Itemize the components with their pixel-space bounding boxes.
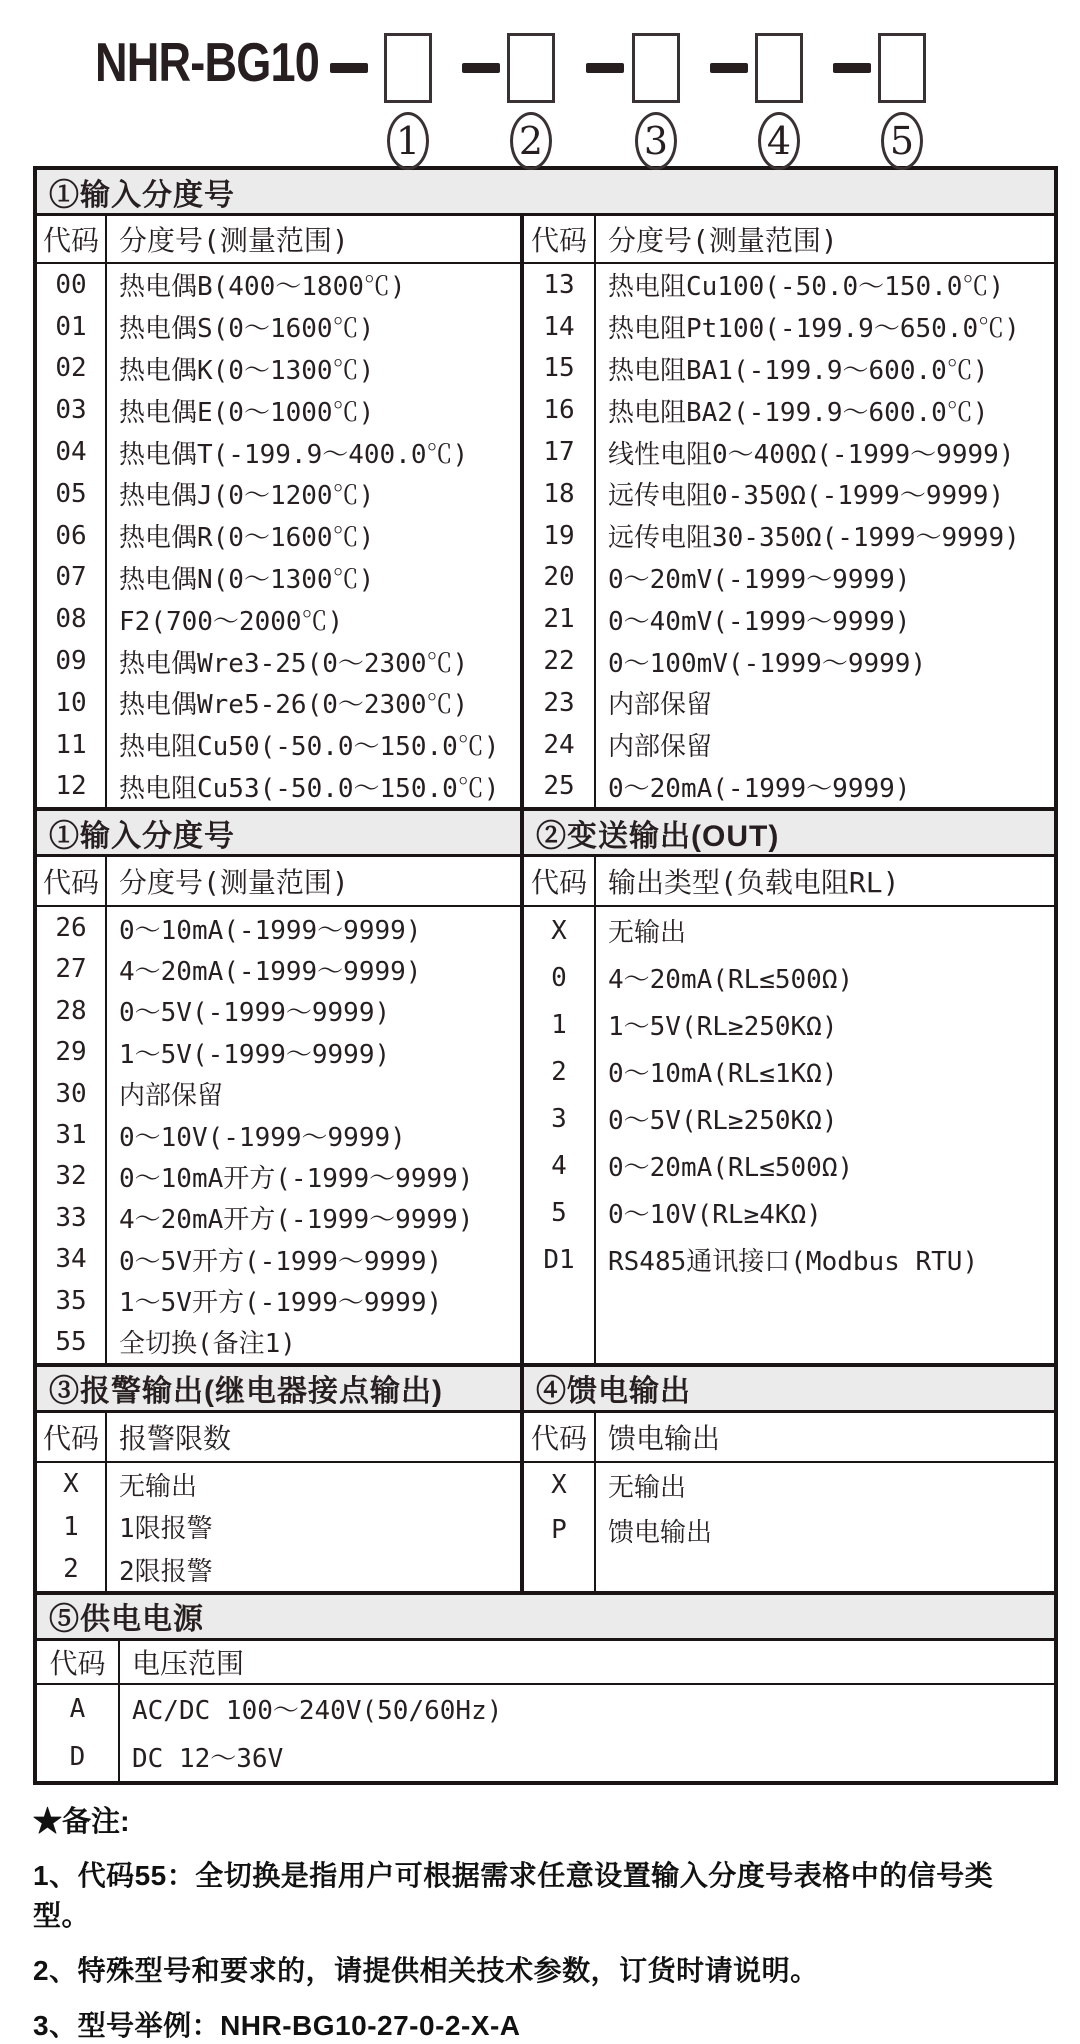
section-title: ④馈电输出 (524, 1367, 1054, 1413)
column-header-row (37, 216, 520, 264)
desc-cell: 热电阻Cu53(-50.0～150.0℃) (119, 773, 500, 804)
code-cell: 05 (37, 473, 107, 515)
table-row (524, 1189, 1054, 1236)
column-header-code: 代码 (37, 1641, 120, 1683)
table-row (524, 306, 1054, 348)
code-cell: 1 (37, 1505, 107, 1548)
input-codes-right-table (524, 216, 1054, 807)
table-row (37, 1733, 1054, 1781)
code-cell: X (524, 1463, 596, 1508)
column-header-desc: 电压范围 (132, 1646, 245, 1680)
desc-cell: 无输出 (608, 918, 687, 949)
table-row (37, 1032, 520, 1073)
code-box-4 (755, 33, 803, 103)
section-power-supply (37, 1591, 1054, 1781)
desc-cell: 0～20mA(RL≤500Ω) (608, 1153, 854, 1184)
table-row (524, 1001, 1054, 1048)
column-header-code: 代码 (524, 857, 596, 905)
table-row (37, 682, 520, 724)
table-row (524, 473, 1054, 515)
desc-cell: 0～10mA(RL≤1KΩ) (608, 1059, 838, 1090)
code-cell: 55 (37, 1321, 107, 1362)
column-header-desc: 分度号(测量范围) (608, 224, 838, 257)
section-title: ⑤供电电源 (37, 1595, 1054, 1641)
code-cell: A (37, 1685, 120, 1733)
desc-cell: 1～5V开方(-1999～9999) (119, 1288, 443, 1319)
table-row (37, 1280, 520, 1321)
table-row (524, 766, 1054, 808)
table-filler-row (524, 1283, 1054, 1362)
code-cell: 4 (524, 1142, 596, 1189)
code-cell: 14 (524, 306, 596, 348)
code-cell: 29 (37, 1032, 107, 1073)
table-row (37, 1156, 520, 1197)
code-cell-empty (524, 1553, 596, 1591)
circled-number-2: 2 (510, 112, 552, 170)
desc-cell: 热电偶T(-199.9～400.0℃) (119, 439, 469, 470)
desc-cell: 0～20mA(-1999～9999) (608, 773, 911, 804)
table-body (524, 907, 1054, 1362)
table-row (37, 1548, 520, 1591)
desc-cell: 热电偶B(400～1800℃) (119, 272, 406, 303)
desc-cell: 0～10V(RL≥4KΩ) (608, 1200, 822, 1231)
code-cell: 33 (37, 1197, 107, 1238)
column-header-row (37, 1413, 520, 1463)
desc-cell: 热电偶Wre5-26(0～2300℃) (119, 690, 469, 721)
dash-separator (833, 63, 871, 73)
table-row (524, 1236, 1054, 1283)
table-row (37, 389, 520, 431)
section-input-division-2-and-output (37, 807, 1054, 1362)
table-row (37, 1197, 520, 1238)
code-cell: 12 (37, 766, 107, 808)
table-row (524, 557, 1054, 599)
column-header-code: 代码 (37, 1413, 107, 1461)
table-row (524, 1048, 1054, 1095)
table-row (524, 1142, 1054, 1189)
code-cell: 27 (37, 949, 107, 990)
desc-cell: F2(700～2000℃) (119, 606, 344, 637)
code-cell: X (524, 907, 596, 954)
table-row (37, 1321, 520, 1362)
code-cell: 06 (37, 515, 107, 557)
column-header-code: 代码 (37, 857, 107, 905)
code-cell: P (524, 1508, 596, 1553)
desc-cell: 4～20mA开方(-1999～9999) (119, 1205, 474, 1236)
desc-cell: 热电偶N(0～1300℃) (119, 564, 375, 595)
code-cell: 20 (524, 557, 596, 599)
desc-cell: 4～20mA(-1999～9999) (119, 956, 422, 987)
code-cell: 34 (37, 1238, 107, 1279)
code-cell: 19 (524, 515, 596, 557)
code-cell: 10 (37, 682, 107, 724)
code-box-2 (507, 33, 555, 103)
code-cell: 00 (37, 264, 107, 306)
model-slot-5 (878, 33, 926, 170)
table-row (37, 473, 520, 515)
table-row (37, 907, 520, 948)
desc-cell: 无输出 (608, 1472, 687, 1503)
code-cell: 1 (524, 1001, 596, 1048)
code-cell: 04 (37, 431, 107, 473)
desc-cell: 远传电阻30-350Ω(-1999～9999) (608, 523, 1020, 554)
column-header-row (524, 1413, 1054, 1463)
desc-cell: 热电偶R(0～1600℃) (119, 523, 375, 554)
code-cell: 2 (37, 1548, 107, 1591)
table-row (37, 640, 520, 682)
table-row (524, 264, 1054, 306)
circled-number-3: 3 (635, 112, 677, 170)
table-body (37, 264, 520, 807)
code-cell: 16 (524, 389, 596, 431)
code-cell: 07 (37, 557, 107, 599)
transmit-output-table (524, 811, 1054, 1362)
desc-cell: 热电阻Cu100(-50.0～150.0℃) (608, 272, 1005, 303)
section-title: ②变送输出(OUT) (524, 811, 1054, 857)
code-cell: 2 (524, 1048, 596, 1095)
code-cell: 5 (524, 1189, 596, 1236)
remarks-header: ★备注: (33, 1805, 130, 1838)
table-row (524, 682, 1054, 724)
desc-cell: 远传电阻0-350Ω(-1999～9999) (608, 481, 1005, 512)
code-cell: 24 (524, 724, 596, 766)
code-cell: 23 (524, 682, 596, 724)
desc-cell: 内部保留 (608, 732, 713, 763)
table-row (37, 1463, 520, 1506)
table-row (37, 1073, 520, 1114)
column-header-code: 代码 (37, 216, 107, 262)
remark-item-2: 2、特殊型号和要求的，请提供相关技术参数，订货时请说明。 (33, 1954, 819, 1986)
table-row (524, 724, 1054, 766)
column-header-code: 代码 (524, 1413, 596, 1461)
code-cell: 13 (524, 264, 596, 306)
column-header-row (524, 857, 1054, 907)
desc-cell: 热电偶J(0～1200℃) (119, 481, 375, 512)
desc-cell: 2限报警 (119, 1556, 213, 1587)
table-row (37, 1685, 1054, 1733)
desc-cell: 0～5V(RL≥250KΩ) (608, 1106, 838, 1137)
desc-cell: DC 12～36V (132, 1744, 284, 1775)
desc-cell: 1～5V(RL≥250KΩ) (608, 1012, 838, 1043)
code-cell: 18 (524, 473, 596, 515)
table-row (37, 724, 520, 766)
desc-cell: 内部保留 (119, 1081, 224, 1112)
section-title: ①输入分度号 (37, 811, 520, 857)
desc-cell: 线性电阻0～400Ω(-1999～9999) (608, 439, 1015, 470)
table-row (524, 907, 1054, 954)
code-cell: 0 (524, 954, 596, 1001)
desc-cell: 1限报警 (119, 1514, 213, 1545)
code-cell: D1 (524, 1236, 596, 1283)
remark-item-1: 1、代码55：全切换是指用户可根据需求任意设置输入分度号表格中的信号类型。 (33, 1859, 994, 1931)
code-cell: 35 (37, 1280, 107, 1321)
table-row (524, 431, 1054, 473)
desc-cell: 热电偶K(0～1300℃) (119, 355, 375, 386)
code-cell: 21 (524, 598, 596, 640)
code-box-3 (632, 33, 680, 103)
code-cell: 32 (37, 1156, 107, 1197)
ordering-selection-table (33, 166, 1058, 1785)
desc-cell: 0～10mA开方(-1999～9999) (119, 1163, 474, 1194)
desc-cell: 无输出 (119, 1471, 198, 1502)
code-cell: 22 (524, 640, 596, 682)
table-row (37, 515, 520, 557)
code-cell: 03 (37, 389, 107, 431)
code-cell: 02 (37, 348, 107, 390)
table-row (524, 348, 1054, 390)
desc-cell: 热电偶Wre3-25(0～2300℃) (119, 648, 469, 679)
desc-cell: 0～10mA(-1999～9999) (119, 915, 422, 946)
desc-cell: 热电偶E(0～1000℃) (119, 397, 375, 428)
dash-separator (462, 63, 500, 73)
model-prefix: NHR-BG10 (95, 31, 319, 93)
section-alarm-and-feed (37, 1363, 1054, 1591)
table-body (37, 907, 520, 1362)
desc-cell: 0～10V(-1999～9999) (119, 1122, 406, 1153)
column-header-desc: 分度号(测量范围) (119, 866, 349, 900)
table-row (37, 598, 520, 640)
code-box-5 (878, 33, 926, 103)
dash-separator (710, 63, 748, 73)
section-input-division-1 (37, 170, 1054, 807)
column-header-desc: 输出类型(负载电阻RL) (608, 866, 900, 900)
table-body (37, 1463, 520, 1591)
model-slot-1 (384, 33, 432, 170)
desc-cell: 0～5V(-1999～9999) (119, 998, 391, 1029)
code-box-1 (384, 33, 432, 103)
desc-cell: 热电阻BA1(-199.9～600.0℃) (608, 355, 989, 386)
feed-output-table (524, 1367, 1054, 1591)
desc-cell: 0～40mV(-1999～9999) (608, 606, 911, 637)
code-cell: 09 (37, 640, 107, 682)
table-row (37, 1114, 520, 1155)
desc-cell: RS485通讯接口(Modbus RTU) (608, 1247, 979, 1278)
code-cell: 30 (37, 1073, 107, 1114)
desc-cell: 热电阻Cu50(-50.0～150.0℃) (119, 732, 500, 763)
desc-cell: 热电阻Pt100(-199.9～650.0℃) (608, 314, 1020, 345)
table-body (524, 264, 1054, 807)
code-cell: 25 (524, 766, 596, 808)
code-cell: 15 (524, 348, 596, 390)
table-row (37, 1505, 520, 1548)
code-cell-empty (524, 1283, 596, 1362)
model-slot-3 (632, 33, 680, 170)
code-cell: 01 (37, 306, 107, 348)
table-row (37, 306, 520, 348)
table-row (37, 1238, 520, 1279)
desc-cell: 0～100mV(-1999～9999) (608, 648, 927, 679)
section-title: ①输入分度号 (37, 170, 1054, 216)
table-row (524, 598, 1054, 640)
input-codes-left-table (37, 216, 524, 807)
model-slot-2 (507, 33, 555, 170)
desc-cell: 0～20mV(-1999～9999) (608, 564, 911, 595)
table-row (524, 1095, 1054, 1142)
dash-separator (586, 63, 624, 73)
desc-cell: 0～5V开方(-1999～9999) (119, 1246, 443, 1277)
table-row (37, 557, 520, 599)
column-header-row (524, 216, 1054, 264)
table-filler-row (524, 1553, 1054, 1591)
remarks-block (33, 1799, 1047, 2044)
table-row (524, 1463, 1054, 1508)
table-row (524, 389, 1054, 431)
table-row (37, 766, 520, 808)
column-header-row (37, 1641, 1054, 1685)
code-cell: 17 (524, 431, 596, 473)
table-row (524, 515, 1054, 557)
dash-separator (330, 63, 368, 73)
desc-cell: 热电阻BA2(-199.9～600.0℃) (608, 397, 989, 428)
table-body (37, 1685, 1054, 1781)
remark-item-3: 3、型号举例：NHR-BG10-27-0-2-X-A (33, 2009, 521, 2041)
circled-number-4: 4 (758, 112, 800, 170)
column-header-code: 代码 (524, 216, 596, 262)
code-cell: 3 (524, 1095, 596, 1142)
code-cell: 08 (37, 598, 107, 640)
desc-cell: 全切换(备注1) (119, 1329, 296, 1360)
column-header-desc: 馈电输出 (608, 1421, 721, 1455)
section-title: ③报警输出(继电器接点输出) (37, 1367, 520, 1413)
table-row (37, 949, 520, 990)
circled-number-1: 1 (387, 112, 429, 170)
desc-cell: 内部保留 (608, 690, 713, 721)
table-body (524, 1463, 1054, 1591)
desc-cell: 4～20mA(RL≤500Ω) (608, 965, 854, 996)
code-cell: 11 (37, 724, 107, 766)
model-slot-4 (755, 33, 803, 170)
circled-number-5: 5 (881, 112, 923, 170)
column-header-row (37, 857, 520, 907)
alarm-output-table (37, 1367, 524, 1591)
column-header-desc: 报警限数 (119, 1421, 232, 1455)
table-row (37, 990, 520, 1031)
desc-cell: AC/DC 100～240V(50/60Hz) (132, 1696, 503, 1727)
table-row (37, 264, 520, 306)
table-row (37, 348, 520, 390)
code-cell: X (37, 1463, 107, 1506)
table-row (524, 640, 1054, 682)
code-cell: D (37, 1733, 120, 1781)
table-row (524, 1508, 1054, 1553)
column-header-desc: 分度号(测量范围) (119, 224, 349, 257)
desc-cell: 1～5V(-1999～9999) (119, 1039, 391, 1070)
model-code-diagram (0, 0, 1080, 166)
table-row (524, 954, 1054, 1001)
desc-cell: 馈电输出 (608, 1517, 713, 1548)
table-row (37, 431, 520, 473)
code-cell: 28 (37, 990, 107, 1031)
input-codes-cont-table (37, 811, 524, 1362)
code-cell: 26 (37, 907, 107, 948)
desc-cell: 热电偶S(0～1600℃) (119, 314, 375, 345)
code-cell: 31 (37, 1114, 107, 1155)
